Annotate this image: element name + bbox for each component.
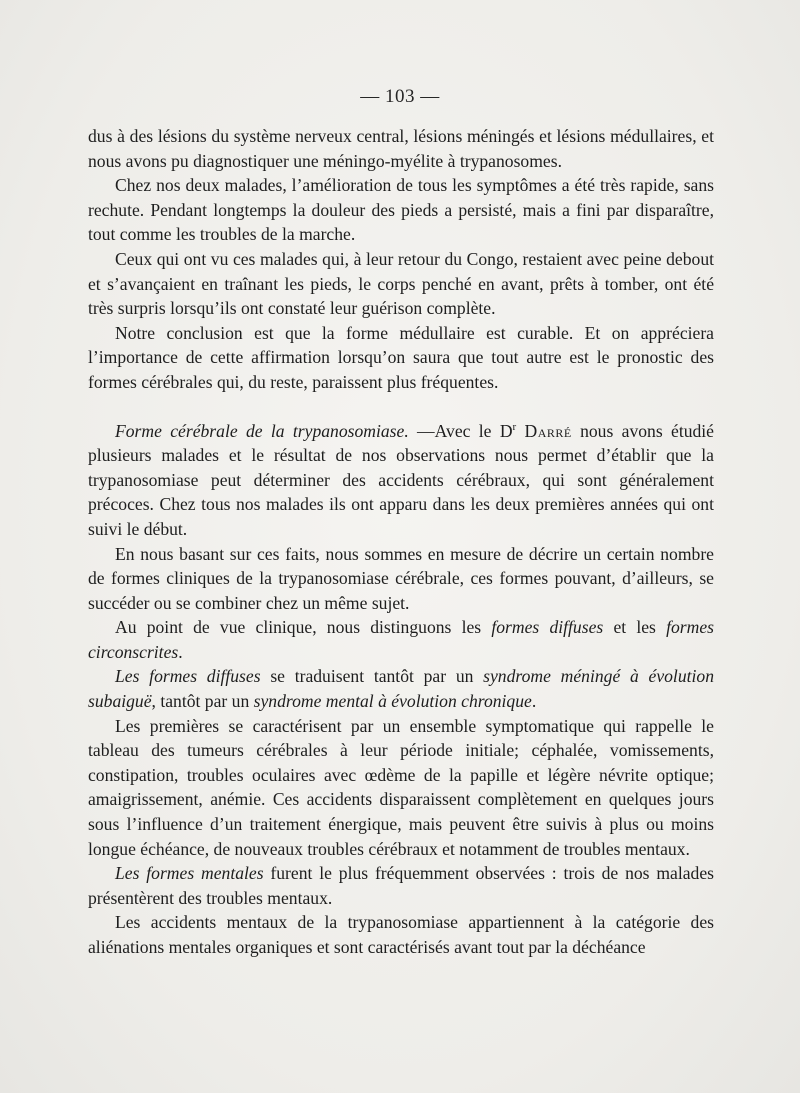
text-fragment: —Avec le D	[408, 420, 513, 441]
paragraph-continued: dus à des lésions du système nerveux central, lésions méningés et lésions médullaires, et nous avons pu diagnostiquer une méningo-myélite à trypanosomes.	[88, 126, 714, 171]
italic-term: Les formes mentales	[115, 863, 264, 884]
italic-term: syndrome mental à évolution chronique	[253, 691, 532, 712]
italic-term: formes circonscrites	[88, 617, 715, 662]
text-fragment: Au point de vue clinique, nous distinguons les	[115, 617, 492, 638]
section-heading: Forme cérébrale de la trypanosomiase.	[115, 420, 409, 441]
page-number: — 103 —	[360, 86, 440, 107]
author-name: Darré	[524, 420, 572, 441]
text-fragment: .	[178, 641, 183, 662]
paragraph-cerebral-form	[88, 419, 714, 542]
body-text	[88, 124, 714, 960]
paragraph-clinical-forms: En nous basant sur ces faits, nous sommes en mesure de décrire un certain nombre de formes cliniques de la trypanosomiase cérébrale, ces formes pouvant, d’ailleurs, se succéder ou se combiner chez un même sujet.	[88, 543, 714, 613]
paragraph-congo-patients: Ceux qui ont vu ces malades qui, à leur retour du Congo, restaient avec peine debout et s’avançaient en traînant les pieds, le corps penché en avant, prêts à tomber, ont été très surpris lorsqu’ils ont constaté leur guérison complète.	[88, 248, 714, 319]
text-fragment: furent le plus fréquemment observées : trois de nos malades présentèrent des troubles mentaux.	[88, 863, 715, 908]
paragraph-diffuse-forms	[88, 664, 714, 713]
paragraph-distinction	[88, 615, 714, 664]
paragraph-first-forms: Les premières se caractérisent par un ensemble symptomatique qui rappelle le tableau des tumeurs cérébrales à leur période initiale; céphalée, vomissements, constipation, troubles oculaires avec œdème de la papille et légère névrite optique; amaigrissement, anémie. Ces accidents disparaissent complètement en quelques jours sous l’influence d’un traitement énergique, mais peuvent être suivis à plus ou moins longue échéance, de nouveaux troubles cérébraux et notamment de troubles mentaux.	[88, 715, 714, 859]
paragraph-improvement: Chez nos deux malades, l’amélioration de tous les symptômes a été très rapide, sans rechute. Pendant longtemps la douleur des pieds a persisté, mais a fini par disparaître, tout comme les troubles de la marche.	[88, 175, 714, 245]
superscript: r	[512, 420, 517, 433]
italic-term: Les formes diffuses	[115, 666, 261, 687]
text-fragment: .	[531, 691, 537, 712]
section-gap	[88, 395, 714, 419]
paragraph-mental-forms	[88, 861, 714, 910]
text-fragment: se traduisent tantôt par un	[260, 666, 484, 687]
text-fragment: , tantôt par un	[151, 691, 254, 712]
italic-term: syndrome méningé à évolution subaiguë	[88, 666, 714, 712]
paragraph-mental-accidents: Les accidents mentaux de la trypanosomiase appartiennent à la catégorie des aliénations mentales organiques et sont caractérisés avant tout par la déchéance	[88, 912, 714, 957]
text-fragment: nous avons étudié plusieurs malades et le résultat de nos observations nous permet d’établir que la trypanosomiase peut déterminer des accidents cérébraux, qui sont généralement précoces. Chez tous nos malades ils ont apparu dans les deux premières années qui ont suivi le début.	[88, 420, 714, 539]
text-fragment: et les	[603, 617, 667, 638]
italic-term: formes diffuses	[491, 617, 604, 638]
paragraph-conclusion: Notre conclusion est que la forme médullaire est curable. Et on appréciera l’importance de cette affirmation lorsqu’on saura que tout autre est le pronostic des formes cérébrales qui, du reste, paraissent plus fréquentes.	[88, 322, 714, 392]
